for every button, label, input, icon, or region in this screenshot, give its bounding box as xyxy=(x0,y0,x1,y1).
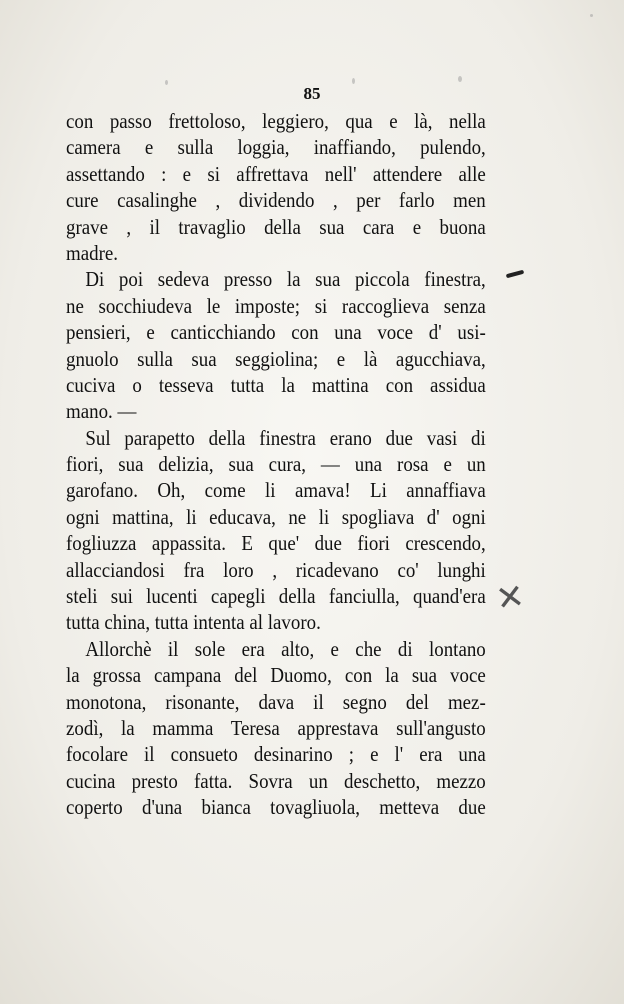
text-line: fogliuzza appassita. E que' due fiori crescendo, xyxy=(66,531,486,556)
page-number: 85 xyxy=(303,84,321,103)
page-text xyxy=(66,108,486,821)
text-line: grave , il travaglio della sua cara e buona xyxy=(66,214,486,239)
text-line: gnuolo sulla sua seggiolina; e là agucchiava, xyxy=(66,346,486,371)
text-line: Sul parapetto della finestra erano due vasi di xyxy=(85,425,486,450)
text-line: steli sui lucenti capegli della fanciulla, quand'era xyxy=(66,584,486,609)
text-line: ne socchiudeva le imposte; si raccoglieva senza xyxy=(66,293,486,318)
text-line: madre. xyxy=(66,240,119,265)
paper-speck xyxy=(352,78,355,84)
paper-speck xyxy=(165,80,168,85)
text-line: Allorchè il sole era alto, e che di lontano xyxy=(85,636,486,661)
text-line: camera e sulla loggia, inaffiando, pulendo, xyxy=(66,135,486,160)
text-line: mano. — xyxy=(66,399,137,424)
text-line: zodì, la mamma Teresa apprestava sull'angusto xyxy=(66,715,486,740)
text-line: Di poi sedeva presso la sua piccola finestra, xyxy=(85,267,486,292)
text-line: pensieri, e canticchiando con una voce d' usi- xyxy=(66,320,486,345)
text-line: cure casalinghe , dividendo , per farlo men xyxy=(66,188,486,213)
text-line: focolare il consueto desinarino ; e l' era una xyxy=(66,742,486,767)
text-line: allacciandosi fra loro , ricadevano co' lunghi xyxy=(66,557,486,582)
text-line: coperto d'una bianca tovagliuola, metteva due xyxy=(66,795,486,820)
text-line: ogni mattina, li educava, ne li spogliava d' ogni xyxy=(66,504,486,529)
text-line: cuciva o tesseva tutta la mattina con assidua xyxy=(66,372,486,397)
ink-dash-mark xyxy=(506,270,524,279)
paper-speck xyxy=(590,14,593,17)
text-line: cucina presto fatta. Sovra un deschetto, mezzo xyxy=(66,768,486,793)
text-line: la grossa campana del Duomo, con la sua voce xyxy=(66,663,486,688)
text-line: tutta china, tutta intenta al lavoro. xyxy=(66,610,321,635)
text-line: assettando : e si affrettava nell' attendere alle xyxy=(66,161,486,186)
paper-speck xyxy=(458,76,462,82)
text-line: fiori, sua delizia, sua cura, — una rosa e un xyxy=(66,452,486,477)
ink-cross-mark: ✕ xyxy=(493,578,528,619)
text-line: monotona, risonante, dava il segno del mez- xyxy=(66,689,486,714)
text-line: garofano. Oh, come li amava! Li annaffiava xyxy=(66,478,486,503)
text-line: con passo frettoloso, leggiero, qua e là, nella xyxy=(66,109,486,133)
